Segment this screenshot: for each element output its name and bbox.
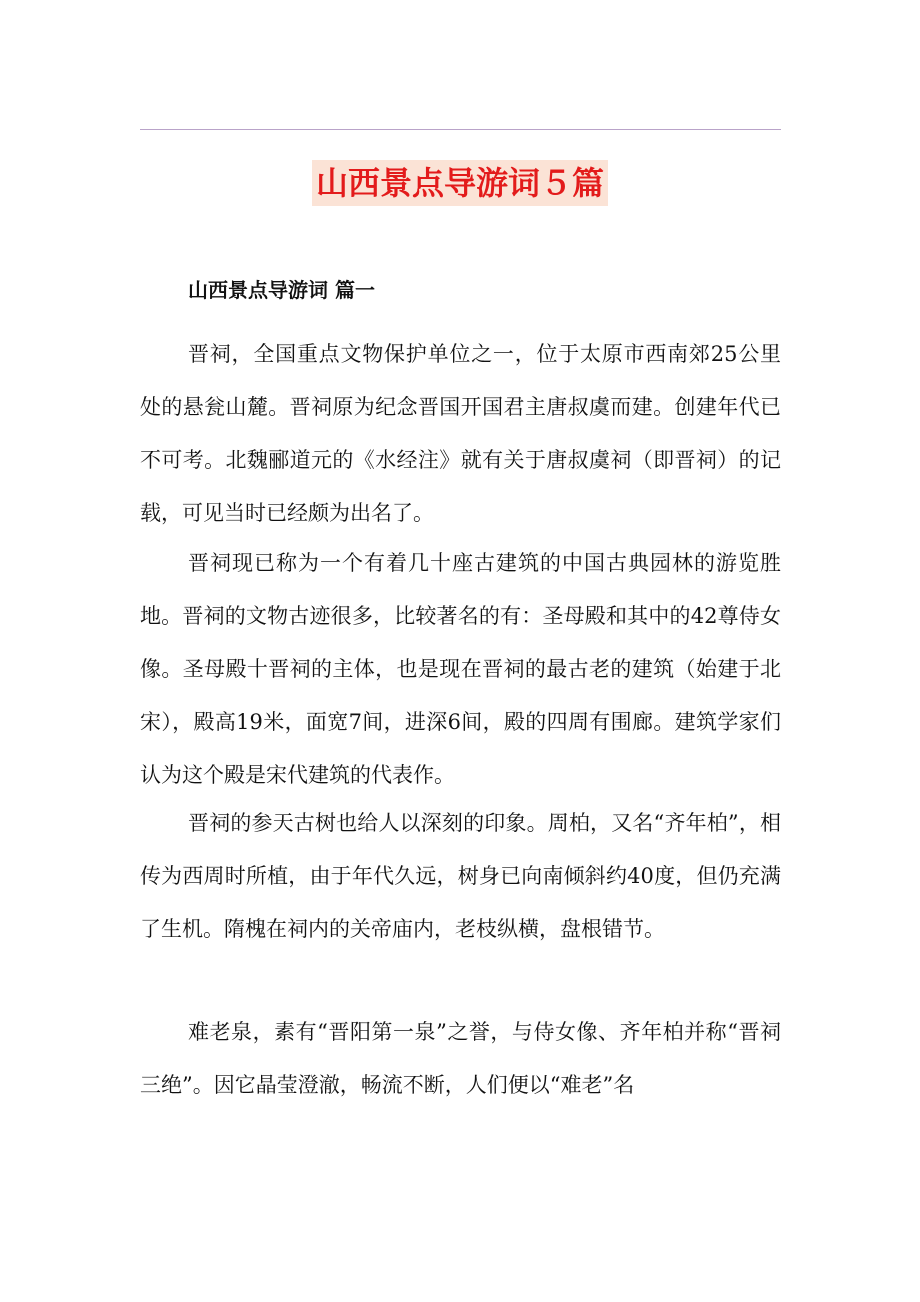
section-heading: 山西景点导游词 篇一 (188, 278, 375, 302)
paragraph-1: 晋祠，全国重点文物保护单位之一，位于太原市西南郊25公里处的悬瓮山麓。晋祠原为纪念晋国开国君主唐叔虞而建。创建年代已不可考。北魏郦道元的《水经注》就有关于唐叔虞祠（即晋祠）的记载，可见当时已经颇为出名了。 (140, 342, 781, 525)
paragraph-2: 晋祠现已称为一个有着几十座古建筑的中国古典园林的游览胜地。晋祠的文物古迹很多，比较著名的有：圣母殿和其中的42尊侍女像。圣母殿十晋祠的主体，也是现在晋祠的最古老的建筑（始建于北宋），殿高19米，面宽7间，进深6间，殿的四周有围廊。建筑学家们认为这个殿是宋代建筑的代表作。 (140, 551, 781, 787)
document-title: 山西景点导游词５篇 (312, 160, 608, 206)
paragraph-3: 晋祠的参天古树也给人以深刻的印象。周柏，又名“齐年柏”，相传为西周时所植，由于年代久远，树身已向南倾斜约40度，但仍充满了生机。隋槐在祠内的关帝庙内，老枝纵横，盘根错节。 (140, 811, 781, 941)
header-rule (140, 129, 781, 130)
paragraph-4: 难老泉，素有“晋阳第一泉”之誉，与侍女像、齐年柏并称“晋祠三绝”。因它晶莹澄澈，畅流不断，人们便以“难老”名 (140, 1020, 781, 1097)
title-container (0, 160, 920, 206)
